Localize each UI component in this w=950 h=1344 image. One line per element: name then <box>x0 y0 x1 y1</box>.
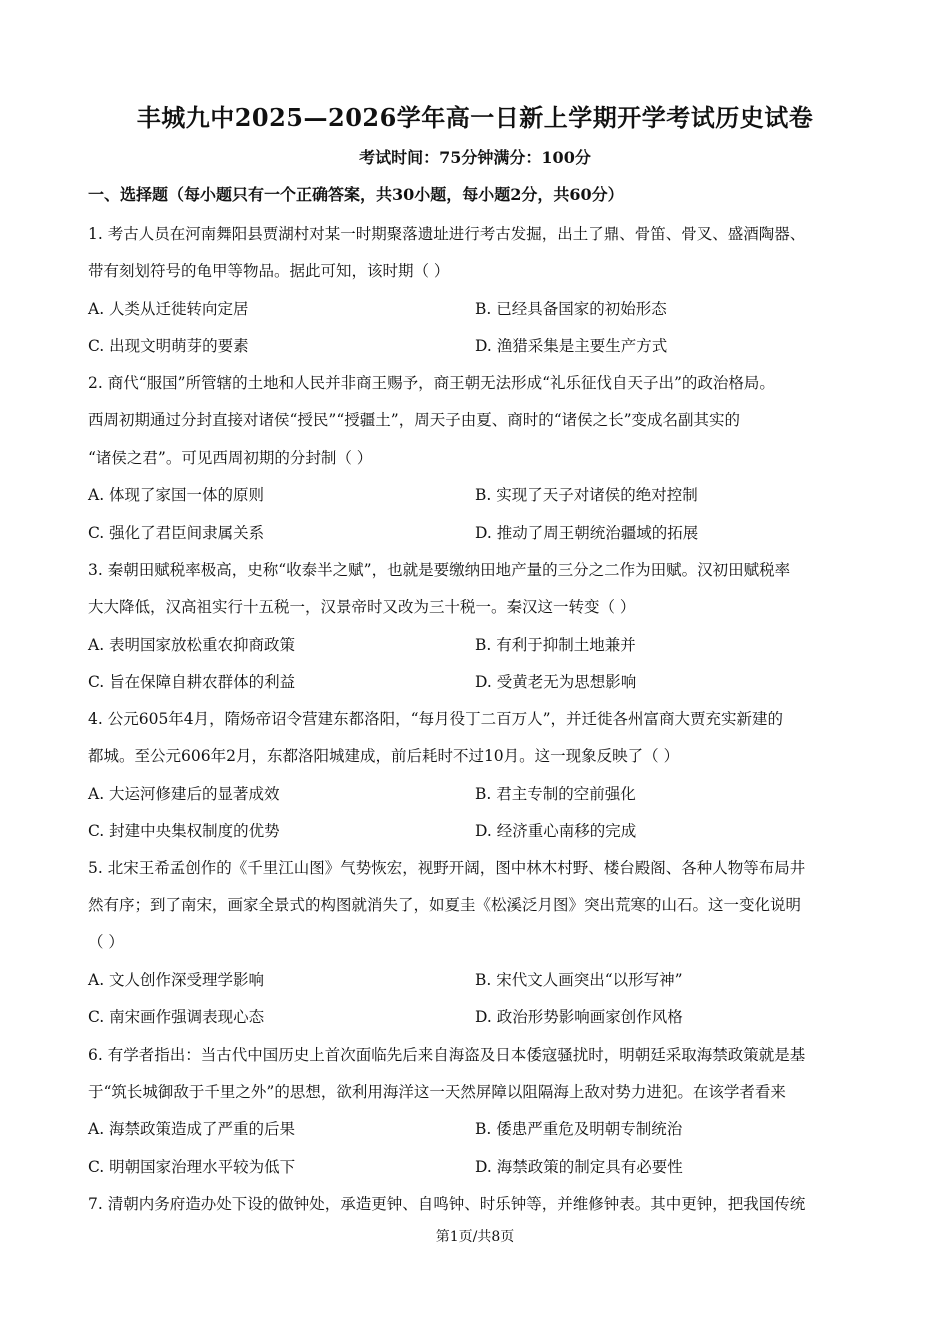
question-5-option-d: D. 政治形势影响画家创作风格 <box>475 1008 683 1026</box>
question-5-line-3: （ ） <box>88 933 124 951</box>
question-6-option-b: B. 倭患严重危及明朝专制统治 <box>475 1120 683 1138</box>
section-heading: 一、选择题（每小题只有一个正确答案，共30小题，每小题2分，共60分） <box>88 185 624 204</box>
question-3-option-c: C. 旨在保障自耕农群体的利益 <box>88 673 296 691</box>
question-2-option-b: B. 实现了天子对诸侯的绝对控制 <box>475 486 698 504</box>
question-5-option-a: A. 文人创作深受理学影响 <box>88 971 265 989</box>
question-1-option-a: A. 人类从迁徙转向定居 <box>88 300 249 318</box>
question-7-line-1: 7. 清朝内务府造办处下设的做钟处，承造更钟、自鸣钟、时乐钟等，并维修钟表。其中更钟，把我国传统 <box>88 1195 806 1213</box>
question-5-option-c: C. 南宋画作强调表现心态 <box>88 1008 265 1026</box>
question-1-line-1: 1. 考古人员在河南舞阳县贾湖村对某一时期聚落遗址进行考古发掘，出土了鼎、骨笛、骨叉、盛酒陶器、 <box>88 225 806 243</box>
question-3-option-a: A. 表明国家放松重农抑商政策 <box>88 636 296 654</box>
question-2-option-d: D. 推动了周王朝统治疆域的拓展 <box>475 524 699 542</box>
question-2-option-a: A. 体现了家国一体的原则 <box>88 486 265 504</box>
question-1-option-b: B. 已经具备国家的初始形态 <box>475 300 667 318</box>
question-3-line-2: 大大降低，汉高祖实行十五税一，汉景帝时又改为三十税一。秦汉这一转变（ ） <box>88 598 636 616</box>
exam-info: 考试时间：75分钟满分：100分 <box>359 148 591 167</box>
question-6-option-d: D. 海禁政策的制定具有必要性 <box>475 1158 683 1176</box>
question-3-option-d: D. 受黄老无为思想影响 <box>475 673 637 691</box>
question-4-option-d: D. 经济重心南移的完成 <box>475 822 637 840</box>
question-2-line-2: 西周初期通过分封直接对诸侯“授民”“授疆土”，周天子由夏、商时的“诸侯之长”变成名副其实的 <box>88 411 741 429</box>
question-4-option-a: A. 大运河修建后的显著成效 <box>88 785 280 803</box>
question-1-line-2: 带有刻划符号的龟甲等物品。据此可知，该时期（ ） <box>88 262 450 280</box>
question-5-line-2: 然有序；到了南宋，画家全景式的构图就消失了，如夏圭《松溪泛月图》突出荒寒的山石。这一变化说明 <box>88 896 802 914</box>
question-5-option-b: B. 宋代文人画突出“以形写神” <box>475 971 683 989</box>
question-2-option-c: C. 强化了君臣间隶属关系 <box>88 524 265 542</box>
question-4-option-b: B. 君主专制的空前强化 <box>475 785 636 803</box>
question-3-line-1: 3. 秦朝田赋税率极高，史称“收泰半之赋”，也就是要缴纳田地产量的三分之二作为田赋。汉初田赋税率 <box>88 561 791 579</box>
question-4-line-2: 都城。至公元606年2月，东都洛阳城建成，前后耗时不过10月。这一现象反映了（ ） <box>88 747 680 765</box>
question-6-line-2: 于“筑长城御敌于千里之外”的思想，欲利用海洋这一天然屏障以阻隔海上敌对势力进犯。在该学者看来 <box>88 1083 786 1101</box>
question-3-option-b: B. 有利于抑制土地兼并 <box>475 636 636 654</box>
exam-title: 丰城九中2025—2026学年高一日新上学期开学考试历史试卷 <box>136 103 814 132</box>
question-2-line-1: 2. 商代“服国”所管辖的土地和人民并非商王赐予，商王朝无法形成“礼乐征伐自天子出”的政治格局。 <box>88 374 775 392</box>
question-1-option-c: C. 出现文明萌芽的要素 <box>88 337 249 355</box>
question-4-option-c: C. 封建中央集权制度的优势 <box>88 822 280 840</box>
question-1-option-d: D. 渔猎采集是主要生产方式 <box>475 337 668 355</box>
question-6-option-c: C. 明朝国家治理水平较为低下 <box>88 1158 296 1176</box>
question-2-line-3: “诸侯之君”。可见西周初期的分封制（ ） <box>88 449 373 467</box>
question-5-line-1: 5. 北宋王希孟创作的《千里江山图》气势恢宏，视野开阔，图中林木村野、楼台殿阁、各种人物等布局井 <box>88 859 806 877</box>
question-6-option-a: A. 海禁政策造成了严重的后果 <box>88 1120 296 1138</box>
question-4-line-1: 4. 公元605年4月，隋炀帝诏令营建东都洛阳，“每月役丁二百万人”，并迁徙各州富商大贾充实新建的 <box>88 710 784 728</box>
question-6-line-1: 6. 有学者指出：当古代中国历史上首次面临先后来自海盗及日本倭寇骚扰时，明朝廷采取海禁政策就是基 <box>88 1046 806 1064</box>
page-footer: 第1页/共8页 <box>435 1229 515 1245</box>
